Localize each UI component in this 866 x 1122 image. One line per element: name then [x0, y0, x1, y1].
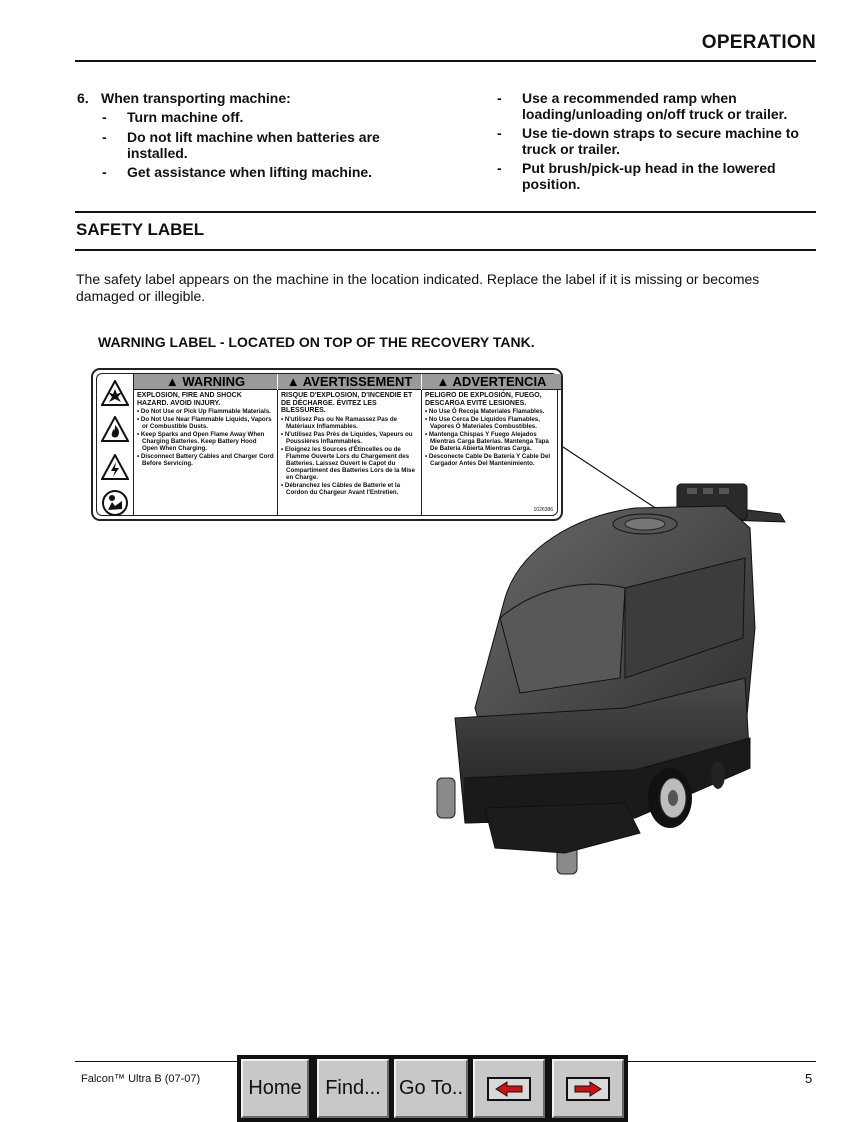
goto-button[interactable]: Go To.. [394, 1059, 468, 1118]
list-item: Do not lift machine when batteries are installed. [127, 129, 380, 161]
label-item: • Mantenga Chispas Y Fuego Alejados Mientras Carga Baterías. Mantenga Tapa De Batería Abierta Mientras Carga. [425, 431, 549, 453]
label-part-number: 1026386 [533, 507, 553, 513]
list-item: Use tie-down straps to secure machine to truck or trailer. [522, 125, 799, 157]
label-item: • N'utilisez Pas Près de Liquides, Vapeurs ou Poussières Inflammables. [281, 430, 413, 445]
warning-header: ▲ WARNING [134, 374, 277, 390]
list-item: Put brush/pick-up head in the lowered position. [522, 160, 776, 192]
list-item: Get assistance when lifting machine. [127, 164, 373, 180]
list-dash: - [497, 90, 502, 106]
label-item: • Keep Sparks and Open Flame Away When Charging Batteries. Keep Battery Hood Open When Charging. [137, 431, 265, 453]
list-item: Turn machine off. [127, 109, 244, 125]
page-number: 5 [805, 1071, 813, 1086]
list-dash: - [497, 160, 502, 176]
label-column-title: RISQUE D'EXPLOSION, D'INCENDIE ET DE DÉCHARGE. ÉVITEZ LES BLESSURES. [281, 392, 413, 415]
label-item: • Desconecte Cable De Batería Y Cable Del Cargador Antes Del Mantenimiento. [425, 453, 551, 468]
page-header-title: OPERATION [701, 32, 816, 53]
next-page-button[interactable] [552, 1059, 624, 1118]
label-column-title: EXPLOSION, FIRE AND SHOCK HAZARD. AVOID INJURY. [137, 392, 242, 407]
navigation-bar [237, 1055, 628, 1122]
avertissement-header: ▲ AVERTISSEMENT [278, 374, 421, 390]
section-title: SAFETY LABEL [76, 220, 205, 239]
find-button[interactable]: Find... [317, 1059, 389, 1118]
label-item: • Disconnect Battery Cables and Charger Cord Before Servicing. [137, 453, 274, 468]
left-arrow-icon [487, 1077, 531, 1101]
footer-document-title: Falcon™ Ultra B (07-07) [81, 1073, 201, 1085]
left-arrow-icon-shape [494, 1081, 524, 1097]
list-dash: - [102, 109, 107, 125]
step-heading: When transporting machine: [101, 90, 291, 106]
avertissement-header-text: AVERTISSEMENT [302, 374, 413, 389]
label-item: • No Use Cerca De Líquidos Flamables, Vapores Ó Materiales Combustibles. [425, 416, 540, 431]
label-item: • N'utilisez Pas ou Ne Ramassez Pas de Matériaux Inflammables. [281, 415, 398, 430]
label-item: • Do Not Use Near Flammable Liquids, Vapors or Combustible Dusts. [137, 416, 272, 431]
label-item: • Débranchez les Câbles de Batterie et la Cordon du Chargeur Avant l'Entretien. [281, 481, 401, 496]
label-item: • No Use Ó Recoja Materiales Flamables. [425, 408, 545, 416]
right-arrow-icon [566, 1077, 610, 1101]
warning-header-text: WARNING [182, 374, 246, 389]
advertencia-header: ▲ ADVERTENCIA [422, 374, 561, 390]
label-item: • Do Not Use or Pick Up Flammable Materials. [137, 408, 271, 416]
list-dash: - [497, 125, 502, 141]
list-dash: - [102, 164, 107, 180]
safety-body-text: The safety label appears on the machine in the location indicated. Replace the label if it is missing or becomes damaged or illegible. [76, 271, 760, 304]
list-item: Use a recommended ramp when loading/unloading on/off truck or trailer. [522, 90, 788, 122]
home-button[interactable]: Home [241, 1059, 309, 1118]
advertencia-header-text: ADVERTENCIA [452, 374, 547, 389]
right-arrow-icon-shape [573, 1081, 603, 1097]
previous-page-button[interactable] [473, 1059, 545, 1118]
step-number: 6. [77, 90, 89, 106]
floor-scrubber-machine-image [425, 478, 795, 878]
list-dash: - [102, 129, 107, 145]
warning-label-caption: WARNING LABEL - LOCATED ON TOP OF THE RECOVERY TANK. [98, 334, 535, 350]
label-item: • Eloignez les Sources d'Étincelles ou de Flamme Ouverte Lors du Chargement des Batteries. Laissez Ouvert le Capot du Compartiment des Batteries Lors de la Mise en Charge. [281, 445, 415, 481]
label-column-title: PELIGRO DE EXPLOSIÓN, FUEGO, DESCARGA EVITE LESIONES. [425, 392, 542, 407]
